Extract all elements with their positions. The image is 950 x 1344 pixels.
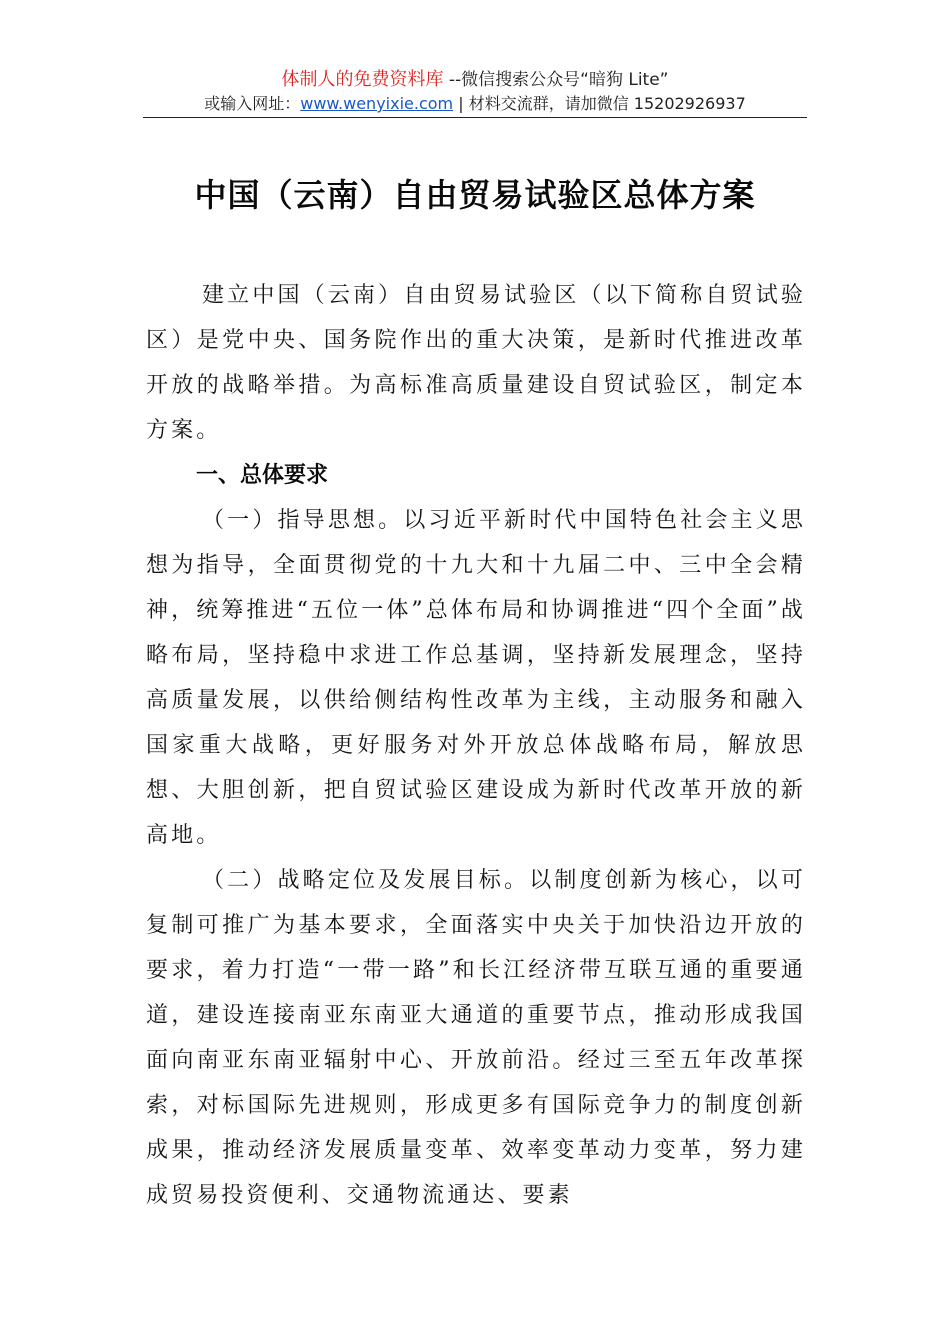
header-promo-line xyxy=(145,68,805,92)
guiding-ideology-paragraph xyxy=(146,498,806,858)
section-heading-general-requirements: 一、总体要求 xyxy=(196,463,329,488)
guiding-ideology-lead: （一）指导思想。 xyxy=(202,508,404,533)
header-contact: | 材料交流群，请加微信 15202926937 xyxy=(453,94,746,113)
header-brand: 体制人的免费资料库 xyxy=(281,69,444,90)
header-divider xyxy=(143,117,807,118)
intro-paragraph: 建立中国（云南）自由贸易试验区（以下简称自贸试验区）是党中央、国务院作出的重大决策，是新时代推进改革开放的战略举措。为高标准高质量建设自贸试验区，制定本方案。 xyxy=(146,283,806,443)
guiding-ideology-text: 以习近平新时代中国特色社会主义思想为指导，全面贯彻党的十九大和十九届二中、三中全会精神，统筹推进“五位一体”总体布局和协调推进“四个全面”战略布局，坚持稳中求进工作总基调，坚持新发展理念，坚持高质量发展，以供给侧结构性改革为主线，主动服务和融入国家重大战略，更好服务对外开放总体战略布局，解放思想、大胆创新，把自贸试验区建设成为新时代改革开放的新高地。 xyxy=(146,508,806,848)
header-site-prefix: 或输入网址： xyxy=(204,94,301,113)
strategic-positioning-paragraph xyxy=(146,858,806,1218)
document-title: 中国（云南）自由贸易试验区总体方案 xyxy=(194,176,756,214)
header-tagline: --微信搜索公众号“暗狗 Lite” xyxy=(443,70,669,90)
page-header xyxy=(145,68,805,116)
strategic-positioning-lead: （二）战略定位及发展目标。 xyxy=(202,868,530,893)
header-contact-line xyxy=(145,92,805,116)
strategic-positioning-text: 以制度创新为核心，以可复制可推广为基本要求，全面落实中央关于加快沿边开放的要求，着力打造“一带一路”和长江经济带互联互通的重要通道，建设连接南亚东南亚大通道的重要节点，推动形成我国面向南亚东南亚辐射中心、开放前沿。经过三至五年改革探索，对标国际先进规则，形成更多有国际竞争力的制度创新成果，推动经济发展质量变革、效率变革动力变革，努力建成贸易投资便利、交通物流通达、要素 xyxy=(146,868,806,1208)
header-site-link[interactable]: www.wenyixie.com xyxy=(300,94,454,113)
document-body xyxy=(146,273,806,1218)
